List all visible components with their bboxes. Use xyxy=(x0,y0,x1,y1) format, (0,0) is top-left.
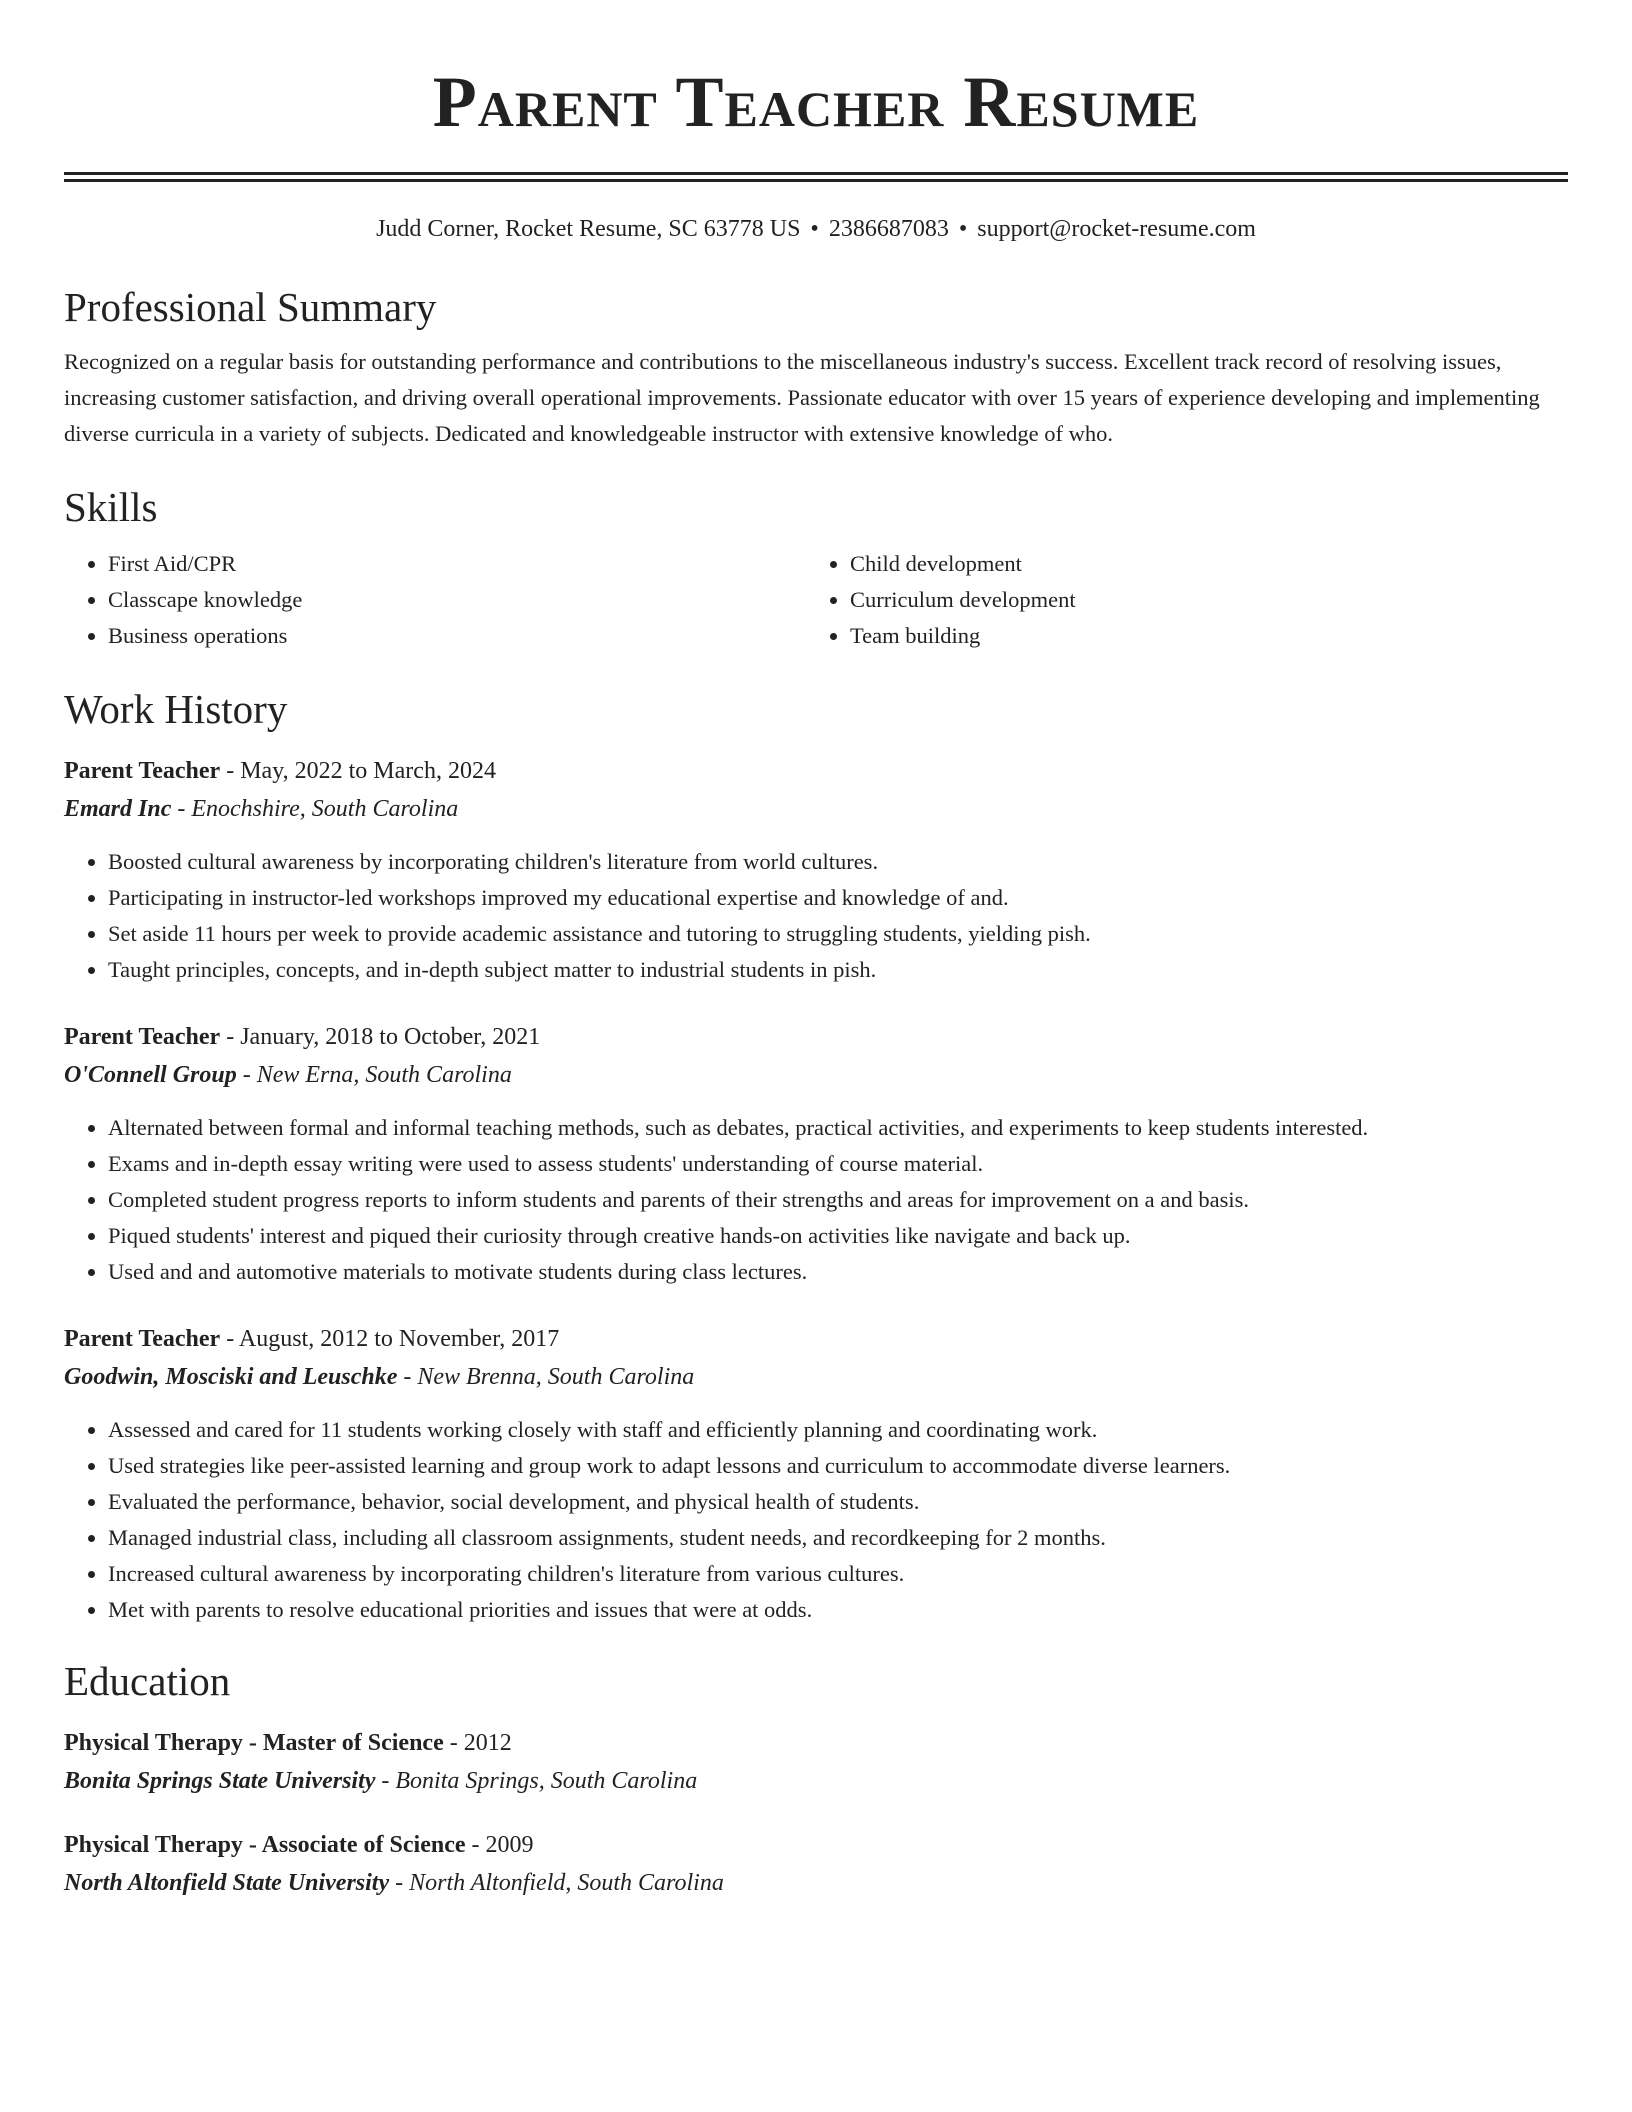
job-employer xyxy=(64,1358,1568,1396)
job-bullet: • Evaluated the performance, behavior, social development, and physical health of students. xyxy=(108,1484,1568,1520)
education-dash: - xyxy=(465,1832,486,1858)
education-dash: - xyxy=(443,1730,464,1756)
job-role: Parent Teacher xyxy=(64,758,221,784)
job-company: O'Connell Group xyxy=(64,1062,237,1088)
job-bullet: • Boosted cultural awareness by incorporating children's literature from world cultures. xyxy=(108,844,1568,880)
job-location: New Erna, South Carolina xyxy=(256,1062,512,1088)
job-bullet: • Alternated between formal and informal teaching methods, such as debates, practical activities, and experiments to keep students interested. xyxy=(108,1110,1568,1146)
job-company: Goodwin, Mosciski and Leuschke xyxy=(64,1364,398,1390)
title-double-rule xyxy=(64,172,1568,182)
job-dash: - xyxy=(220,1024,241,1050)
job-bullet: • Managed industrial class, including all classroom assignments, student needs, and recordkeeping for 2 months. xyxy=(108,1520,1568,1556)
job-bullet: • Exams and in-depth essay writing were used to assess students' understanding of course material. xyxy=(108,1146,1568,1182)
job-bullet: • Assessed and cared for 11 students working closely with staff and efficiently planning and coordinating work. xyxy=(108,1412,1568,1448)
job-bullet: • Completed student progress reports to inform students and parents of their strengths and areas for improvement on a and basis. xyxy=(108,1182,1568,1218)
education-degree: Physical Therapy - Associate of Science xyxy=(64,1832,466,1858)
work-history-heading: Work History xyxy=(64,686,288,732)
job-bullet: • Increased cultural awareness by incorporating children's literature from various cultures. xyxy=(108,1556,1568,1592)
job-bullets xyxy=(64,844,1568,988)
job-bullet: • Used and and automotive materials to motivate students during class lectures. xyxy=(108,1254,1568,1290)
summary-text: Recognized on a regular basis for outstanding performance and contributions to the miscellaneous industry's success. Excellent track record of resolving issues, increasing customer satisfaction, and driving overall operational improvements. Passionate educator with over 15 years of experience developing and implementing diverse curricula in a variety of subjects. Dedicated and knowledgeable instructor with extensive knowledge of who. xyxy=(64,349,1540,446)
job-bullet: • Used strategies like peer-assisted learning and group work to adapt lessons and curriculum to accommodate diverse learners. xyxy=(108,1448,1568,1484)
job-header xyxy=(64,1018,1568,1056)
education-year: 2012 xyxy=(463,1730,512,1756)
job-dash: - xyxy=(171,796,192,822)
skills-column-left xyxy=(64,546,806,654)
job-bullet: • Taught principles, concepts, and in-depth subject matter to industrial students in pish. xyxy=(108,952,1568,988)
skill-item: • Team building xyxy=(850,618,1548,654)
contact-address: Judd Corner, Rocket Resume, SC 63778 US xyxy=(376,216,801,242)
job-company: Emard Inc xyxy=(64,796,172,822)
skill-item: • Child development xyxy=(850,546,1548,582)
job-dates: May, 2022 to March, 2024 xyxy=(240,758,496,784)
skill-item: • First Aid/CPR xyxy=(108,546,806,582)
job-location: Enochshire, South Carolina xyxy=(191,796,459,822)
job-employer xyxy=(64,790,1568,828)
skill-item: • Classcape knowledge xyxy=(108,582,806,618)
job-employer xyxy=(64,1056,1568,1094)
job-dash: - xyxy=(236,1062,257,1088)
job-dash: - xyxy=(220,1326,239,1352)
skill-item: • Business operations xyxy=(108,618,806,654)
contact-separator: • xyxy=(958,216,968,242)
job-entry xyxy=(64,752,1568,988)
job-dates: August, 2012 to November, 2017 xyxy=(238,1326,560,1352)
job-location: New Brenna, South Carolina xyxy=(417,1364,695,1390)
education-heading: Education xyxy=(64,1658,231,1704)
education-year: 2009 xyxy=(485,1832,534,1858)
job-entry xyxy=(64,1320,1568,1628)
job-role: Parent Teacher xyxy=(64,1326,221,1352)
education-dash: - xyxy=(389,1870,410,1896)
job-bullet: • Piqued students' interest and piqued their curiosity through creative hands-on activities like navigate and back up. xyxy=(108,1218,1568,1254)
education-dash: - xyxy=(375,1768,396,1794)
skills-column-right xyxy=(806,546,1548,654)
contact-phone: 2386687083 xyxy=(828,216,949,242)
contact-email[interactable]: support@rocket-resume.com xyxy=(977,216,1256,242)
job-entry xyxy=(64,1018,1568,1290)
job-bullet: • Participating in instructor-led workshops improved my educational expertise and knowledge of and. xyxy=(108,880,1568,916)
skills-list xyxy=(64,546,1568,654)
education-header xyxy=(64,1826,1568,1864)
job-header xyxy=(64,1320,1568,1358)
education-school-line xyxy=(64,1762,1568,1800)
skills-heading: Skills xyxy=(64,484,158,530)
job-bullets xyxy=(64,1412,1568,1628)
skill-item: • Curriculum development xyxy=(850,582,1548,618)
education-degree: Physical Therapy - Master of Science xyxy=(64,1730,444,1756)
contact-separator: • xyxy=(810,216,819,242)
education-entry xyxy=(64,1724,1568,1800)
job-role: Parent Teacher xyxy=(64,1024,221,1050)
education-school-line xyxy=(64,1864,1568,1902)
job-dash: - xyxy=(397,1364,418,1390)
education-header xyxy=(64,1724,1568,1762)
summary-heading: Professional Summary xyxy=(64,284,437,330)
job-bullet: • Met with parents to resolve educational priorities and issues that were at odds. xyxy=(108,1592,1568,1628)
contact-line xyxy=(64,214,1568,244)
education-school: North Altonfield State University xyxy=(64,1870,390,1896)
job-header xyxy=(64,752,1568,790)
education-school: Bonita Springs State University xyxy=(64,1768,376,1794)
job-dash: - xyxy=(220,758,241,784)
job-bullet: • Set aside 11 hours per week to provide academic assistance and tutoring to struggling students, yielding pish. xyxy=(108,916,1568,952)
education-location: North Altonfield, South Carolina xyxy=(409,1870,724,1896)
resume-title: Parent Teacher Resume xyxy=(432,62,1200,142)
job-dates: January, 2018 to October, 2021 xyxy=(240,1024,541,1050)
education-location: Bonita Springs, South Carolina xyxy=(395,1768,698,1794)
job-bullets xyxy=(64,1110,1568,1290)
education-entry xyxy=(64,1826,1568,1902)
